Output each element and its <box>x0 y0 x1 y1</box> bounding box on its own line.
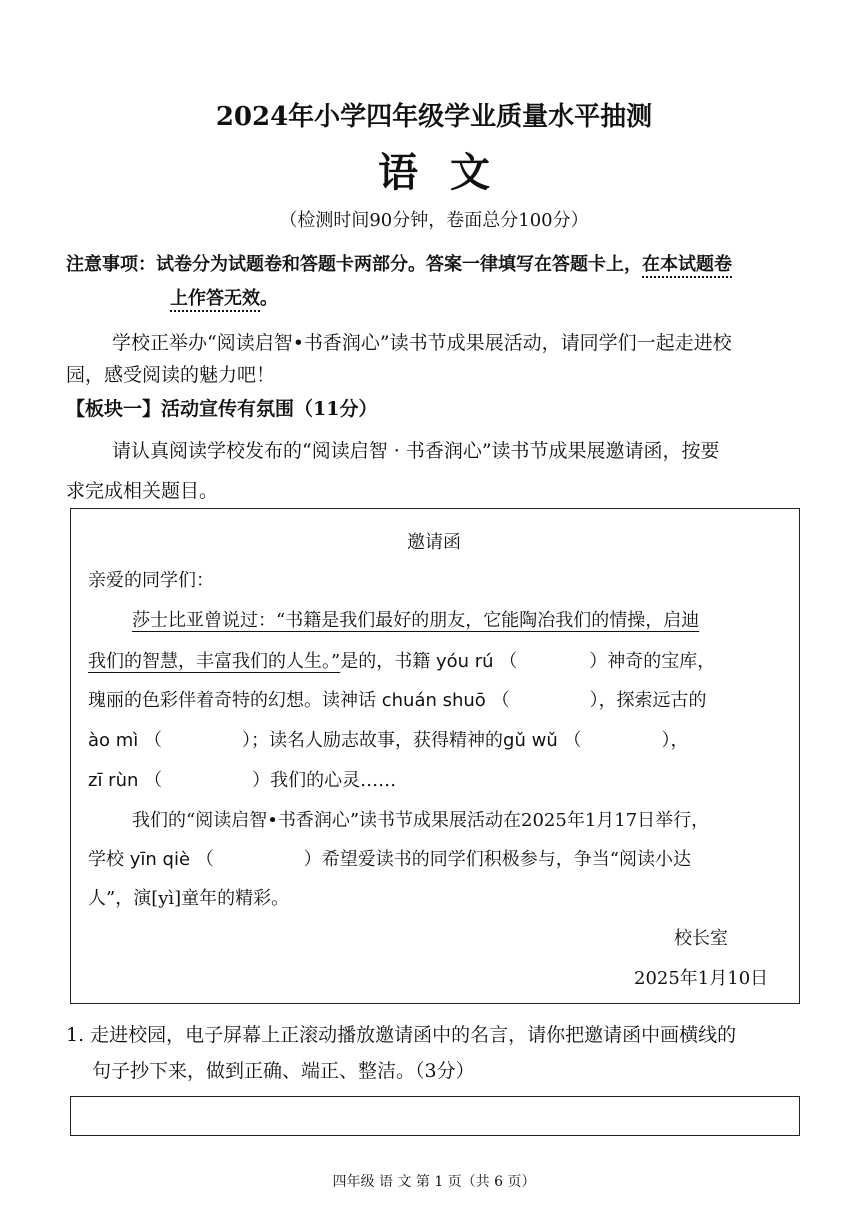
text: 神奇的宝库， <box>607 651 716 672</box>
answer-box[interactable] <box>70 1096 800 1136</box>
blank-open: （ <box>563 730 582 751</box>
blank-close: ） <box>661 730 671 751</box>
notice-text: 试卷分为试题卷和答题卡两部分。答案一律填写在答题卡上， <box>156 254 642 275</box>
question-1-line-1: 1. 走进校园，电子屏幕上正滚动播放邀请函中的名言，请你把邀请函中画横线的 <box>66 1024 737 1046</box>
text: 瑰丽的色彩伴着奇特的幻想。读神话 <box>88 690 376 711</box>
blank-close: ） <box>589 651 608 672</box>
invitation-p2-line-3: 人”，演[yì]童年的精彩。 <box>88 888 290 909</box>
pinyin-zirun: zī rùn <box>88 770 139 791</box>
exam-info: （检测时间90分钟，卷面总分100分） <box>279 210 589 231</box>
text: ， <box>670 730 689 751</box>
invitation-signer: 校长室 <box>674 928 728 949</box>
blank-open: （ <box>195 849 214 870</box>
text: 是的，书籍 <box>340 651 431 672</box>
blank-close: ） <box>589 690 599 711</box>
invitation-title: 邀请函 <box>407 532 461 553</box>
invitation-line-3 <box>88 686 707 712</box>
quote-line-1: 莎士比亚曾说过：“书籍是我们最好的朋友，它能陶冶我们的情操，启迪 <box>132 610 700 631</box>
blank-open: （ <box>144 770 163 791</box>
blank-close: ） <box>252 770 271 791</box>
notice-label: 注意事项： <box>66 254 156 275</box>
blank-open: （ <box>499 651 518 672</box>
text: ；读名人励志故事，获得精神的 <box>251 730 504 751</box>
quote-line-2: 我们的智慧，丰富我们的人生。” <box>88 651 341 672</box>
subject-title: 语文 <box>378 149 522 196</box>
intro-line-2: 园，感受阅读的魅力吧！ <box>66 364 276 386</box>
text: ，探索远古的 <box>598 690 707 711</box>
notice-period: 。 <box>260 288 278 309</box>
blank-open: （ <box>144 730 163 751</box>
notice-line-1 <box>66 250 732 276</box>
invitation-line-5 <box>88 766 396 792</box>
blank-open: （ <box>491 690 510 711</box>
pinyin-yinqie: yīn qiè <box>129 849 191 870</box>
invitation-line-4 <box>88 726 688 752</box>
notice-line-2 <box>170 284 278 310</box>
invitation-date: 2025年1月10日 <box>634 968 769 989</box>
invitation-greeting: 亲爱的同学们： <box>88 570 214 591</box>
notice-emphasis-2: 上作答无效 <box>170 288 260 309</box>
question-1-line-2: 句子抄下来，做到正确、端正、整洁。（3分） <box>92 1060 475 1082</box>
section-heading: 【板块一】活动宣传有氛围（11分） <box>66 398 378 420</box>
exam-title: 2024年小学四年级学业质量水平抽测 <box>215 102 653 132</box>
intro-line-1: 学校正举办“阅读启智•书香润心”读书节成果展活动，请同学们一起走进校 <box>112 332 732 354</box>
invitation-p2-line-1: 我们的“阅读启智•书香润心”读书节成果展活动在2025年1月17日举行， <box>132 810 710 831</box>
pinyin-youru: yóu rú <box>435 651 494 672</box>
page-footer: 四年级 语 文 第 1 页（共 6 页） <box>332 1174 536 1190</box>
blank-close: ） <box>242 730 252 751</box>
invitation-p2-line-2 <box>88 845 691 871</box>
blank-close: ） <box>303 849 322 870</box>
notice-emphasis: 在本试题卷 <box>642 254 732 275</box>
section-instruction-2: 求完成相关题目。 <box>66 480 219 502</box>
pinyin-guwu: gǔ wǔ <box>503 730 558 751</box>
text: 希望爱读书的同学们积极参与，争当“阅读小达 <box>321 849 691 870</box>
pinyin-chuanshuo: chuán shuō <box>381 690 486 711</box>
section-instruction-1: 请认真阅读学校发布的“阅读启智 · 书香润心”读书节成果展邀请函，按要 <box>112 440 720 462</box>
text: 学校 <box>88 849 124 870</box>
pinyin-aomi: ào mì <box>88 730 139 751</box>
invitation-line-2 <box>88 647 715 673</box>
text: 我们的心灵…… <box>270 770 397 791</box>
